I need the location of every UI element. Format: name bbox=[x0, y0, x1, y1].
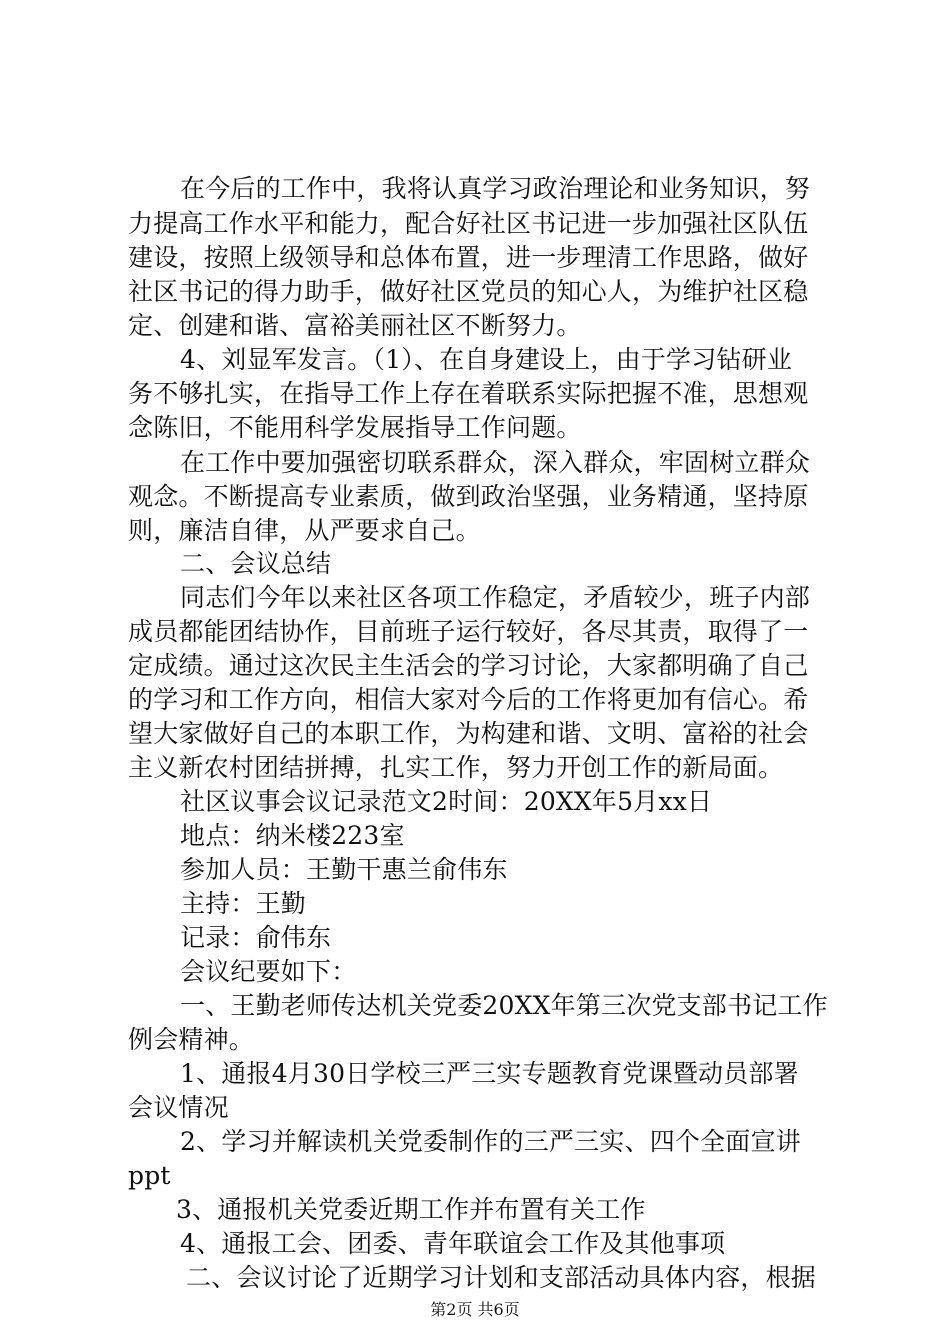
paragraph-line: 2、学习并解读机关党委制作的三严三实、四个全面宣讲 bbox=[180, 1127, 801, 1156]
paragraph-line: 力提高工作水平和能力，配合好社区书记进一步加强社区队伍 bbox=[128, 209, 809, 238]
paragraph-line: 定成绩。通过这次民主生活会的学习讨论，大家都明确了自己 bbox=[128, 651, 809, 680]
paragraph-line: 会议情况 bbox=[128, 1093, 229, 1122]
paragraph-line: 二、会议讨论了近期学习计划和支部活动具体内容，根据 bbox=[186, 1263, 817, 1292]
paragraph-line: 的学习和工作方向，相信大家对今后的工作将更加有信心。希 bbox=[128, 685, 809, 714]
paragraph-line: 例会精神。 bbox=[128, 1025, 255, 1054]
paragraph-line: 在今后的工作中，我将认真学习政治理论和业务知识，努 bbox=[180, 174, 811, 203]
paragraph-line: 建设，按照上级领导和总体布置，进一步理清工作思路，做好 bbox=[128, 243, 809, 272]
paragraph-line: 参加人员：王勤干惠兰俞伟东 bbox=[180, 855, 508, 884]
paragraph-line: 则，廉洁自律，从严要求自己。 bbox=[128, 516, 481, 545]
paragraph-line: 3、通报机关党委近期工作并布置有关工作 bbox=[176, 1195, 646, 1224]
paragraph-line: 社区议事会议记录范文2时间：20XX年5月xx日 bbox=[180, 787, 713, 816]
paragraph-line: 主持：王勤 bbox=[180, 889, 307, 918]
paragraph-line: 社区书记的得力助手，做好社区党员的知心人，为维护社区稳 bbox=[128, 277, 809, 306]
paragraph-line: 定、创建和谐、富裕美丽社区不断努力。 bbox=[128, 311, 582, 340]
paragraph-line: ppt bbox=[128, 1161, 171, 1190]
paragraph-line: 在工作中要加强密切联系群众，深入群众，牢固树立群众 bbox=[180, 448, 811, 477]
paragraph-line: 会议纪要如下： bbox=[180, 957, 357, 986]
paragraph-line: 一、王勤老师传达机关党委20XX年第三次党支部书记工作 bbox=[180, 991, 828, 1020]
paragraph-line: 望大家做好自己的本职工作，为构建和谐、文明、富裕的社会 bbox=[128, 719, 809, 748]
paragraph-line: 4、刘显军发言。（1）、在自身建设上，由于学习钻研业 bbox=[180, 345, 793, 374]
paragraph-line: 记录：俞伟东 bbox=[180, 923, 332, 952]
paragraph-line: 成员都能团结协作，目前班子运行较好，各尽其责，取得了一 bbox=[128, 617, 809, 646]
paragraph-line: 主义新农村团结拼搏，扎实工作，努力开创工作的新局面。 bbox=[128, 753, 784, 782]
paragraph-line: 地点：纳米楼223室 bbox=[180, 821, 405, 850]
section-heading: 二、会议总结 bbox=[180, 549, 332, 578]
paragraph-line: 同志们今年以来社区各项工作稳定，矛盾较少，班子内部 bbox=[180, 583, 811, 612]
paragraph-line: 务不够扎实，在指导工作上存在着联系实际把握不准，思想观 bbox=[128, 379, 809, 408]
paragraph-line: 观念。不断提高专业素质，做到政治坚强，业务精通，坚持原 bbox=[128, 482, 809, 511]
paragraph-line: 1、通报4月30日学校三严三实专题教育党课暨动员部署 bbox=[180, 1059, 799, 1088]
paragraph-line: 念陈旧，不能用科学发展指导工作问题。 bbox=[128, 413, 582, 442]
page-footer: 第2页 共6页 bbox=[430, 1300, 520, 1319]
paragraph-line: 4、通报工会、团委、青年联谊会工作及其他事项 bbox=[180, 1229, 726, 1258]
